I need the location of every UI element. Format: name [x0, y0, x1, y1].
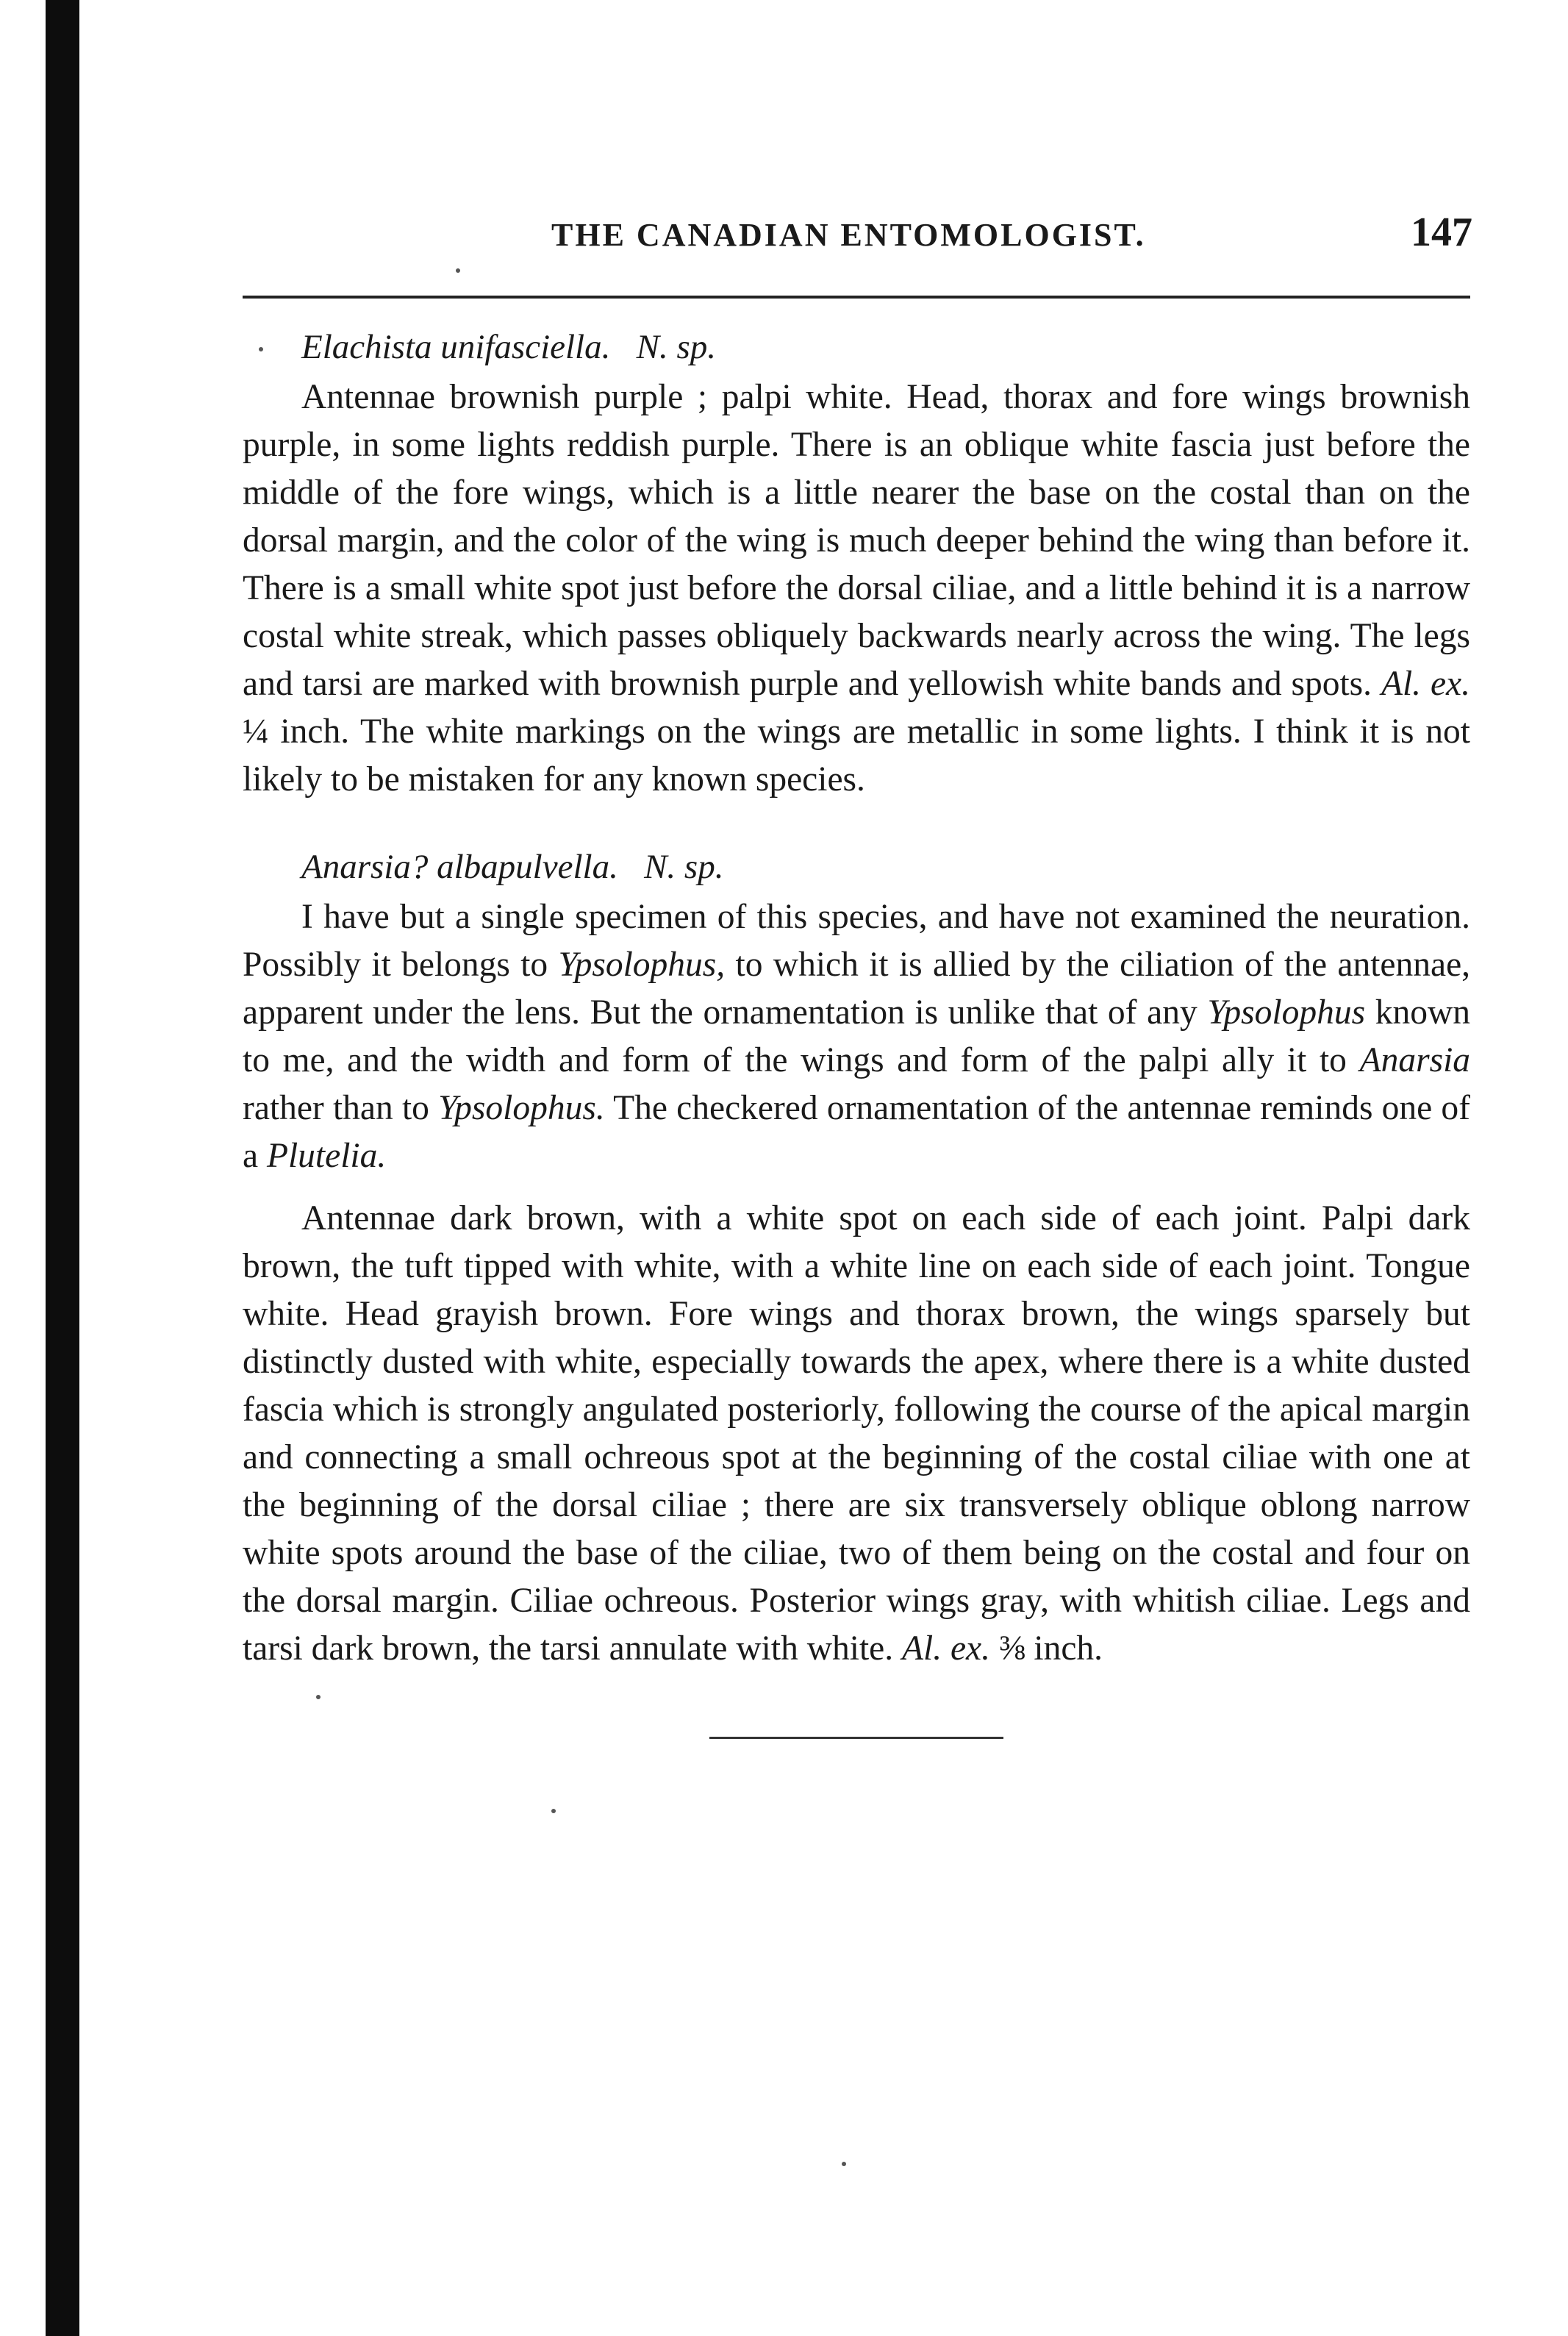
- text-run: known to me, and the width and form of the wings and form of the palpi ally it to: [243, 993, 1471, 1079]
- genus-reference: Anarsia: [1359, 1041, 1471, 1079]
- paragraph-gap: [243, 1180, 1470, 1195]
- genus-name: Elachista: [301, 328, 432, 366]
- article-body: [243, 324, 1470, 1673]
- status-label: N. sp.: [636, 328, 716, 366]
- species-epithet: albapulvella.: [437, 848, 618, 886]
- description-paragraph: [243, 374, 1470, 804]
- journal-title: THE CANADIAN ENTOMOLOGIST.: [551, 217, 1146, 253]
- status-label: N. sp.: [644, 848, 724, 886]
- section-gap: [243, 804, 1470, 843]
- binding-edge: [46, 0, 79, 2336]
- text-run: ¼ inch. The white markings on the wings are metallic in some lights. I think it is not likely to be mistaken for any known species.: [243, 712, 1470, 799]
- description-paragraph: [243, 1195, 1470, 1673]
- species-heading: [301, 843, 1470, 891]
- speck: [842, 2162, 846, 2166]
- genus-name: Anarsia?: [301, 848, 429, 886]
- speck: [551, 1809, 556, 1813]
- closing-rule: [709, 1737, 1003, 1739]
- text-run: to which it is allied by the ciliation of the antennae, apparent under the lens. But the ornamentation is unlike that of any: [243, 946, 1471, 1032]
- text-run: ⅜ inch.: [998, 1629, 1103, 1668]
- abbreviation: Al. ex.: [901, 1629, 990, 1668]
- genus-reference: Ypsolophus,: [558, 946, 726, 984]
- genus-reference: Ypsolophus: [1207, 993, 1366, 1032]
- species-heading: [301, 324, 1470, 371]
- running-head: [243, 212, 1472, 271]
- abbreviation: Al. ex.: [1381, 665, 1470, 703]
- speck: [316, 1695, 321, 1699]
- page-number: 147: [1411, 210, 1472, 255]
- description-paragraph: [243, 893, 1470, 1180]
- species-epithet: unifasciella.: [440, 328, 611, 366]
- text-run: The checkered ornamentation of the antennae reminds one of a: [243, 1089, 1471, 1175]
- text-run: rather than to: [243, 1089, 429, 1127]
- text-run: Antennae dark brown, with a white spot on each side of each joint. Palpi dark brown, the tuft tipped with white, with a white line on each side of each joint. Tongue white. Head grayish brown. Fore wings and thorax brown, the wings sparsely but distinctly dusted with white, especially towards the apex, where there is a white dusted fascia which is strongly angulated posteriorly, following the course of the apical margin and connecting a small ochreous spot at the beginning of the costal ciliae with one at the beginning of the dorsal ciliae ; there are six transversely oblique oblong narrow white spots around the base of the ciliae, two of them being on the costal and four on the dorsal margin. Ciliae ochreous. Posterior wings gray, with whitish ciliae. Legs and tarsi dark brown, the tarsi annulate with white.: [243, 1199, 1470, 1668]
- header-rule: [243, 296, 1470, 299]
- genus-reference: Plutelia.: [266, 1137, 387, 1175]
- genus-reference: Ypsolophus.: [438, 1089, 605, 1127]
- text-run: Antennae brownish purple ; palpi white. Head, thorax and fore wings brownish purple, in some lights reddish purple. There is an oblique white fascia just before the middle of the fore wings, which is a little nearer the base on the costal than on the dorsal margin, and the color of the wing is much deeper behind the wing than before it. There is a small white spot just before the dorsal ciliae, and a little behind it is a narrow costal white streak, which passes obliquely backwards nearly across the wing. The legs and tarsi are marked with brownish purple and yellowish white bands and spots.: [243, 378, 1470, 703]
- text-run: I have but a single specimen of this species, and have not examined the neuration. Possibly it belongs to: [243, 898, 1470, 984]
